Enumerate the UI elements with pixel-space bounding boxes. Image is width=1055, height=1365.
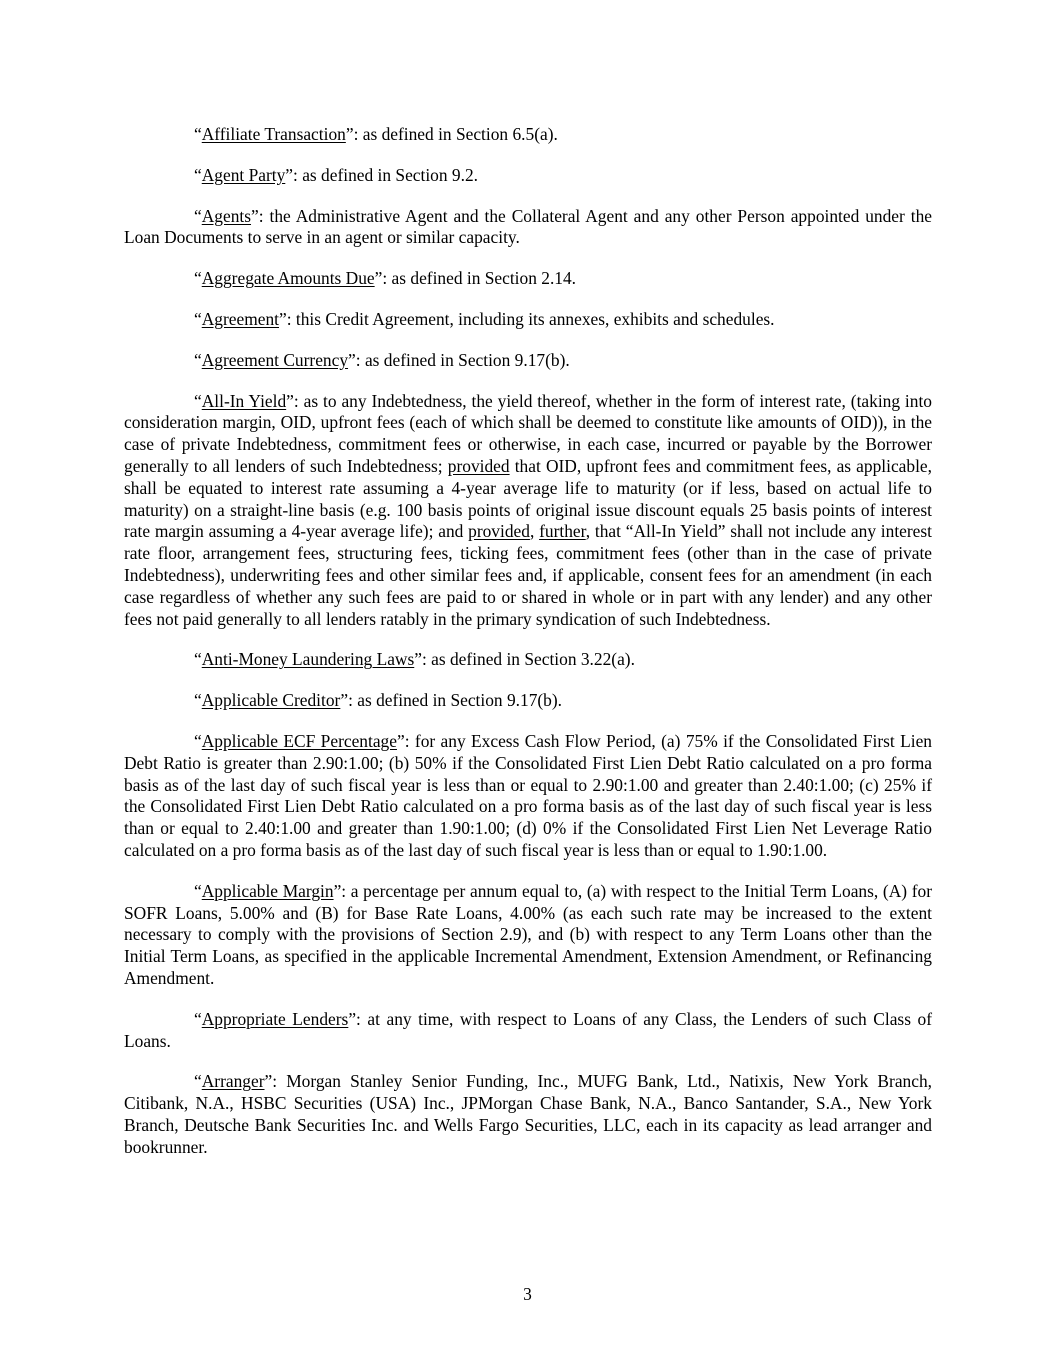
definition-anti-money-laundering-laws: “Anti-Money Laundering Laws”: as defined in Section 3.22(a). bbox=[194, 649, 635, 670]
definition-text: ”: as defined in Section 9.2. bbox=[285, 164, 478, 185]
defined-term: Affiliate Transaction bbox=[201, 124, 346, 144]
definition-text-continued: , that “All-In Yield” shall not include any interest rate floor, arrangement fees, structuring fees, ticking fees, commitment fees (other than in the case of private Indebtedness), underwriting fees and other similar fees and, if applicable, consent fees for an amendment (in each case regardless of whether any such fees are paid to or shared in whole or in part with any lender) and any other fees not paid generally to all lenders ratably in the primary syndication of such Indebtedness. bbox=[124, 521, 932, 629]
defined-term: Appropriate Lenders bbox=[201, 1008, 349, 1029]
definition-text: ”: as defined in Section 9.17(b). bbox=[348, 349, 570, 370]
defined-term: Agreement Currency bbox=[201, 349, 349, 370]
defined-term: Anti-Money Laundering Laws bbox=[201, 649, 415, 670]
definition-agreement-currency: “Agreement Currency”: as defined in Section 9.17(b). bbox=[194, 349, 570, 370]
definition-agreement: “Agreement”: this Credit Agreement, including its annexes, exhibits and schedules. bbox=[194, 308, 775, 329]
definition-applicable-margin: “Applicable Margin”: a percentage per annum equal to, (a) with respect to the Initial Term Loans, (A) for SOFR Loans, 5.00% and (B) for Base Rate Loans, 4.00% (as each such rate may be increased to the extent necessary to comply with the provisions of Section 2.9), and (b) with respect to any Term Loans other than the Initial Term Loans, as specified in the applicable Incremental Amendment, Extension Amendment, or Refinancing Amendment. bbox=[124, 880, 932, 988]
definition-text: ”: as defined in Section 9.17(b). bbox=[340, 690, 563, 711]
definition-appropriate-lenders: “Appropriate Lenders”: at any time, with respect to Loans of any Class, the Lenders of such Class of Loans. bbox=[124, 1008, 932, 1051]
definition-arranger: “Arranger”: Morgan Stanley Senior Funding, Inc., MUFG Bank, Ltd., Natixis, New York Branch, Citibank, N.A., HSBC Securities (USA) Inc., JPMorgan Chase Bank, N.A., Banco Santander, S.A., New York Branch, Deutsche Bank Securities Inc. and Wells Fargo Securities, LLC, each in its capacity as lead arranger and bookrunner. bbox=[124, 1071, 932, 1157]
definition-applicable-creditor: “Applicable Creditor”: as defined in Section 9.17(b). bbox=[194, 690, 563, 711]
document-body bbox=[124, 124, 932, 1177]
definition-agents: “Agents”: the Administrative Agent and the Collateral Agent and any other Person appointed under the Loan Documents to serve in an agent or similar capacity. bbox=[124, 205, 932, 248]
definition-text: ”: at any time, with respect to Loans of any Class, the Lenders of such Class of Loans. bbox=[124, 1008, 932, 1051]
definition-aggregate-amounts-due: “Aggregate Amounts Due”: as defined in Section 2.14. bbox=[194, 268, 577, 289]
definition-text: ”: as defined in Section 6.5(a). bbox=[345, 124, 558, 144]
defined-term: Applicable ECF Percentage bbox=[201, 730, 397, 751]
definition-text: ”: as defined in Section 2.14. bbox=[374, 268, 577, 289]
definition-affiliate-transaction: “Affiliate Transaction”: as defined in Section 6.5(a). bbox=[194, 124, 558, 144]
defined-term: All-In Yield bbox=[201, 390, 287, 411]
defined-term: Arranger bbox=[201, 1071, 265, 1092]
defined-term: Agent Party bbox=[201, 164, 286, 185]
definition-text: ”: a percentage per annum equal to, (a) with respect to the Initial Term Loans, (A) for SOFR Loans, 5.00% and (B) for Base Rate Loans, 4.00% (as each such rate may be increased to the extent necessary to comply with the provisions of Section 2.9), and (b) with respect to any Term Loans other than the Initial Term Loans, as specified in the applicable Incremental Amendment, Extension Amendment, or Refinancing Amendment. bbox=[124, 880, 932, 988]
definition-all-in-yield: “All-In Yield”: as to any Indebtedness, the yield thereof, whether in the form of interest rate, (taking into consideration margin, OID, upfront fees (each of which shall be deemed to constitute like amounts of OID)), in the case of private Indebtedness, commitment fees or otherwise, in each case, incurred or payable by the Borrower generally to all lenders of such Indebtedness; provided that OID, upfront fees and commitment fees, as applicable, shall be equated to interest rate assuming a 4-year average life to maturity (or if less, based on actual life to maturity) on a straight-line basis (e.g. 100 basis points of original issue discount equals 25 basis points of interest rate margin assuming a 4-year average life); and provided, further, that “All-In Yield” shall not include any interest rate floor, arrangement fees, structuring fees, ticking fees, commitment fees (other than in the case of private Indebtedness), underwriting fees and other similar fees and, if applicable, consent fees for an amendment (in each case regardless of whether any such fees are paid to or shared in whole or in part with any lender) and any other fees not paid generally to all lenders ratably in the primary syndication of such Indebtedness. bbox=[124, 390, 932, 629]
definition-agent-party: “Agent Party”: as defined in Section 9.2. bbox=[194, 164, 478, 185]
defined-term: Agreement bbox=[201, 308, 279, 329]
definition-applicable-ecf-percentage: “Applicable ECF Percentage”: for any Excess Cash Flow Period, (a) 75% if the Consolidated First Lien Debt Ratio is greater than 2.90:1.00; (b) 50% if the Consolidated First Lien Debt Ratio calculated on a pro forma basis as of the last day of such fiscal year is less than or equal to 2.90:1.00 and greater than 2.40:1.00; (c) 25% if the Consolidated First Lien Debt Ratio calculated on a pro forma basis as of the last day of such fiscal year is less than or equal to 2.40:1.00 and greater than 1.90:1.00; (d) 0% if the Consolidated First Lien Net Leverage Ratio calculated on a pro forma basis as of the last day of such fiscal year is less than or equal to 1.90:1.00. bbox=[124, 730, 932, 860]
provided-term: provided bbox=[468, 521, 530, 542]
defined-term: Applicable Margin bbox=[201, 880, 334, 901]
definition-text: ”: the Administrative Agent and the Collateral Agent and any other Person appointed under the Loan Documents to serve in an agent or similar capacity. bbox=[124, 205, 932, 248]
separator: , bbox=[529, 521, 540, 542]
defined-term: Agents bbox=[201, 205, 252, 226]
definition-text: ”: for any Excess Cash Flow Period, (a) 75% if the Consolidated First Lien Debt Ratio is greater than 2.90:1.00; (b) 50% if the Consolidated First Lien Debt Ratio calculated on a pro forma basis as of the last day of such fiscal year is less than or equal to 2.90:1.00 and greater than 2.40:1.00; (c) 25% if the Consolidated First Lien Debt Ratio calculated on a pro forma basis as of the last day of such fiscal year is less than or equal to 2.40:1.00 and greater than 1.90:1.00; (d) 0% if the Consolidated First Lien Net Leverage Ratio calculated on a pro forma basis as of the last day of such fiscal year is less than or equal to 1.90:1.00. bbox=[124, 730, 932, 860]
defined-term: Aggregate Amounts Due bbox=[201, 268, 375, 289]
definition-text-continued: that OID, upfront fees and commitment fees, as applicable, shall be equated to interest rate assuming a 4-year average life to maturity (or if less, based on actual life to maturity) on a straight-line basis (e.g. 100 basis points of original issue discount equals 25 basis points of interest rate margin assuming a 4-year average life); and bbox=[124, 455, 932, 542]
definition-text: ”: this Credit Agreement, including its annexes, exhibits and schedules. bbox=[279, 308, 775, 329]
definition-text: ”: Morgan Stanley Senior Funding, Inc., MUFG Bank, Ltd., Natixis, New York Branch, Citibank, N.A., HSBC Securities (USA) Inc., JPMorgan Chase Bank, N.A., Banco Santander, S.A., New York Branch, Deutsche Bank Securities Inc. and Wells Fargo Securities, LLC, each in its capacity as lead arranger and bookrunner. bbox=[124, 1071, 932, 1157]
defined-term: Applicable Creditor bbox=[201, 690, 341, 711]
definition-text: ”: as defined in Section 3.22(a). bbox=[414, 649, 635, 670]
further-term: further bbox=[539, 521, 586, 542]
definition-text: ”: as to any Indebtedness, the yield thereof, whether in the form of interest rate, (taking into consideration margin, OID, upfront fees (each of which shall be deemed to constitute like amounts of OID)), in the case of private Indebtedness, commitment fees or otherwise, in each case, incurred or payable by the Borrower generally to all lenders of such Indebtedness; bbox=[124, 390, 932, 476]
page-number: 3 bbox=[523, 1284, 532, 1304]
provided-term: provided bbox=[447, 455, 510, 476]
